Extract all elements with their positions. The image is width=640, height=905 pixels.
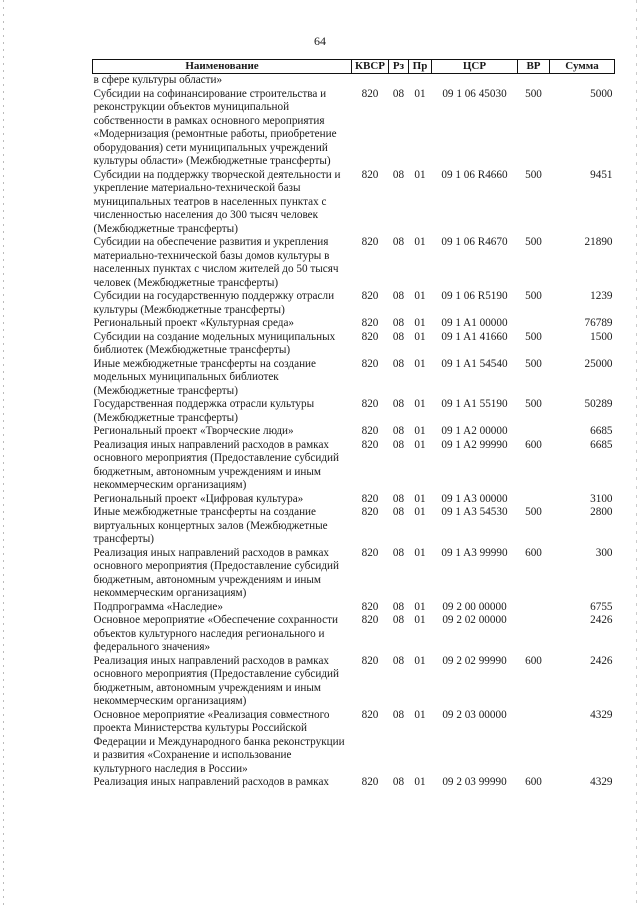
cell-kvsr: 820 [361,776,379,788]
cell-name: Субсидии на обеспечение развития и укрепления материально-технической базы домов культуры в населенных пунктах с числом жителей до 50 тысяч человек (Межбюджетные трансферты) [93,236,339,289]
cell-rz: 08 [392,600,405,613]
cell-vr: 500 [525,236,542,248]
cell-vr: 600 [525,654,542,667]
table-row [93,493,615,507]
cell-rz: 08 [392,708,405,721]
table-row [93,331,615,358]
cell-vr [518,493,550,507]
cell-csr: 09 2 03 99990 [442,776,507,788]
cell-pr: 01 [414,546,426,559]
cell-name: Субсидии на софинансирование строительства и реконструкции объектов муниципальной собственности в рамках основного мероприятия «Модернизация (ремонтные работы, приобретение оборудования) сети муниципальных учреждений культуры области» (Межбюджетные трансферты) [93,87,337,167]
cell-vr: 500 [525,506,542,518]
table-row [93,290,615,317]
cell-vr [518,425,550,439]
cell-csr: 09 1 A1 54540 [441,357,508,370]
cell-csr: 09 1 06 R4670 [441,236,508,248]
cell-name: Подпрограмма «Наследие» [93,600,223,613]
cell-rz: 08 [392,236,405,248]
cell-pr: 01 [414,290,426,302]
cell-sum: 2426 [590,614,613,626]
cell-sum: 1239 [590,290,613,302]
cell-rz: 08 [392,87,405,100]
page-number: 64 [314,34,326,48]
header-rz: Рз [389,60,409,74]
cell-kvsr: 820 [361,290,379,302]
cell-csr: 09 1 06 R5190 [441,290,508,302]
scan-edge-left [3,0,4,905]
cell-pr: 01 [414,600,426,613]
cell-sum: 1500 [590,330,613,343]
cell-sum: 5000 [590,87,613,100]
cell-vr [518,614,550,655]
cell-pr: 01 [414,317,426,329]
cell-sum [550,74,615,88]
cell-vr: 500 [525,87,542,100]
table-row [93,169,615,237]
header-pr: Пр [409,60,432,74]
cell-name: Региональный проект «Культурная среда» [93,317,295,329]
table-body [93,74,615,790]
cell-rz: 08 [392,776,405,788]
cell-kvsr: 820 [361,425,379,437]
cell-kvsr: 820 [361,168,379,181]
cell-sum: 4329 [590,708,613,721]
cell-rz: 08 [392,317,405,329]
budget-table [92,59,615,790]
cell-rz: 08 [392,614,405,626]
cell-csr: 09 1 06 R4660 [441,168,508,181]
cell-rz: 08 [392,438,405,451]
cell-name: Иные межбюджетные трансферты на создание виртуальных концертных залов (Межбюджетные трансферты) [93,506,328,545]
cell-csr: 09 2 00 00000 [442,600,507,613]
cell-rz: 08 [392,168,405,181]
cell-name: Иные межбюджетные трансферты на создание модельных муниципальных библиотек (Межбюджетные трансферты) [93,357,317,397]
cell-csr: 09 2 02 00000 [442,614,507,626]
cell-kvsr: 820 [361,546,379,559]
cell-kvsr: 820 [361,654,379,667]
cell-kvsr: 820 [361,236,379,248]
header-vr: ВР [518,60,550,74]
table-row [93,425,615,439]
cell-sum: 2800 [590,506,613,518]
cell-rz: 08 [392,654,405,667]
header-csr: ЦСР [432,60,518,74]
cell-name: Реализация иных направлений расходов в рамках основного мероприятия (Предоставление субсидий бюджетным, автономным учреждениям и иным некоммерческим организациям) [93,654,339,707]
cell-name: Реализация иных направлений расходов в рамках основного мероприятия (Предоставление субсидий бюджетным, автономным учреждениям и иным некоммерческим организациям) [93,438,339,491]
cell-pr: 01 [414,236,426,248]
cell-kvsr: 820 [361,87,379,100]
header-sum: Сумма [550,60,615,74]
cell-name: Субсидии на поддержку творческой деятельности и укрепление материально-технической базы муниципальных театров в населенных пунктах с численностью населения до 300 тысяч человек (Межбюджетные трансферты) [93,168,341,235]
cell-sum: 6685 [590,425,613,437]
table-row [93,236,615,290]
cell-rz: 08 [392,290,405,302]
cell-csr: 09 1 A3 99990 [441,546,508,559]
table-row [93,74,615,88]
cell-vr: 500 [525,357,542,370]
cell-rz [389,74,409,88]
cell-kvsr: 820 [361,357,379,370]
cell-csr: 09 1 A1 41660 [441,330,508,343]
cell-csr: 09 1 A1 55190 [441,398,508,410]
cell-vr [518,317,550,331]
cell-sum: 6685 [590,438,613,451]
cell-rz: 08 [392,506,405,518]
table-row [93,317,615,331]
scan-edge-right [636,0,637,905]
cell-name: Реализация иных направлений расходов в рамках [93,776,330,788]
cell-name: Реализация иных направлений расходов в рамках основного мероприятия (Предоставление субсидий бюджетным, автономным учреждениям и иным некоммерческим организациям) [93,546,339,599]
cell-kvsr [352,74,389,88]
table-row [93,506,615,547]
cell-pr: 01 [414,708,426,721]
cell-sum: 2426 [590,654,613,667]
cell-csr: 09 2 02 99990 [442,654,507,667]
cell-kvsr: 820 [361,438,379,451]
cell-sum: 76789 [584,317,613,329]
cell-kvsr: 820 [361,600,379,613]
cell-name: Основное мероприятие «Обеспечение сохранности объектов культурного наследия регионального и федерального значения» [93,614,339,653]
cell-name: Региональный проект «Творческие люди» [93,425,294,437]
header-name: Наименование [93,60,352,74]
cell-pr: 01 [414,330,426,343]
cell-sum: 300 [595,546,613,559]
cell-rz: 08 [392,425,405,437]
cell-name: Основное мероприятие «Реализация совместного проекта Министерства культуры Российской Федерации и Международного банка реконструкции и развития «Сохранение и использование культурного наследия в России» [93,708,345,775]
table-header [93,60,615,74]
cell-kvsr: 820 [361,317,379,329]
table-row [93,776,615,790]
table-row [93,439,615,493]
cell-kvsr: 820 [361,492,379,505]
cell-sum: 21890 [584,236,613,248]
cell-pr: 01 [414,654,426,667]
cell-kvsr: 820 [361,708,379,721]
cell-vr: 600 [525,438,542,451]
cell-rz: 08 [392,546,405,559]
cell-vr [518,709,550,777]
table-row [93,614,615,655]
cell-kvsr: 820 [361,506,379,518]
cell-vr: 600 [525,546,542,559]
cell-kvsr: 820 [361,614,379,626]
cell-pr: 01 [414,492,426,505]
cell-name: Субсидии на создание модельных муниципальных библиотек (Межбюджетные трансферты) [93,330,336,356]
cell-sum: 9451 [590,168,613,181]
cell-pr: 01 [414,357,426,370]
cell-pr: 01 [414,506,426,518]
cell-pr: 01 [414,398,426,410]
cell-sum: 4329 [590,776,613,788]
cell-sum: 25000 [584,357,613,370]
cell-rz: 08 [392,492,405,505]
cell-sum: 50289 [584,398,613,410]
cell-csr: 09 1 A2 99990 [441,438,508,451]
cell-csr [432,74,518,88]
cell-vr: 600 [525,776,542,788]
cell-name: Субсидии на государственную поддержку отрасли культуры (Межбюджетные трансферты) [93,290,335,316]
table-row [93,655,615,709]
cell-name: Региональный проект «Цифровая культура» [93,492,304,505]
cell-pr [409,74,432,88]
cell-vr: 500 [525,290,542,302]
cell-rz: 08 [392,398,405,410]
cell-csr: 09 1 A3 54530 [441,506,508,518]
cell-rz: 08 [392,357,405,370]
table-row [93,601,615,615]
cell-sum: 6755 [590,600,613,613]
cell-pr: 01 [414,425,426,437]
header-kvsr: КВСР [352,60,389,74]
cell-vr: 500 [525,398,542,410]
cell-name: Государственная поддержка отрасли культуры (Межбюджетные трансферты) [93,398,315,424]
cell-csr: 09 1 A3 00000 [441,492,508,505]
table-row [93,358,615,399]
table-row [93,398,615,425]
cell-pr: 01 [414,87,426,100]
cell-csr: 09 1 A1 00000 [441,317,508,329]
cell-csr: 09 1 06 45030 [442,87,507,100]
table-row [93,88,615,169]
cell-vr: 500 [525,330,542,343]
cell-pr: 01 [414,776,426,788]
cell-pr: 01 [414,614,426,626]
cell-rz: 08 [392,330,405,343]
cell-vr: 500 [525,168,542,181]
cell-vr [518,601,550,615]
header-row [93,60,615,74]
table-row [93,547,615,601]
cell-sum: 3100 [590,492,613,505]
cell-csr: 09 2 03 00000 [442,708,507,721]
cell-kvsr: 820 [361,398,379,410]
cell-pr: 01 [414,168,426,181]
cell-kvsr: 820 [361,330,379,343]
cell-name: в сфере культуры области» [93,74,223,86]
table-row [93,709,615,777]
cell-csr: 09 1 A2 00000 [441,425,508,437]
cell-pr: 01 [414,438,426,451]
cell-vr [518,74,550,88]
